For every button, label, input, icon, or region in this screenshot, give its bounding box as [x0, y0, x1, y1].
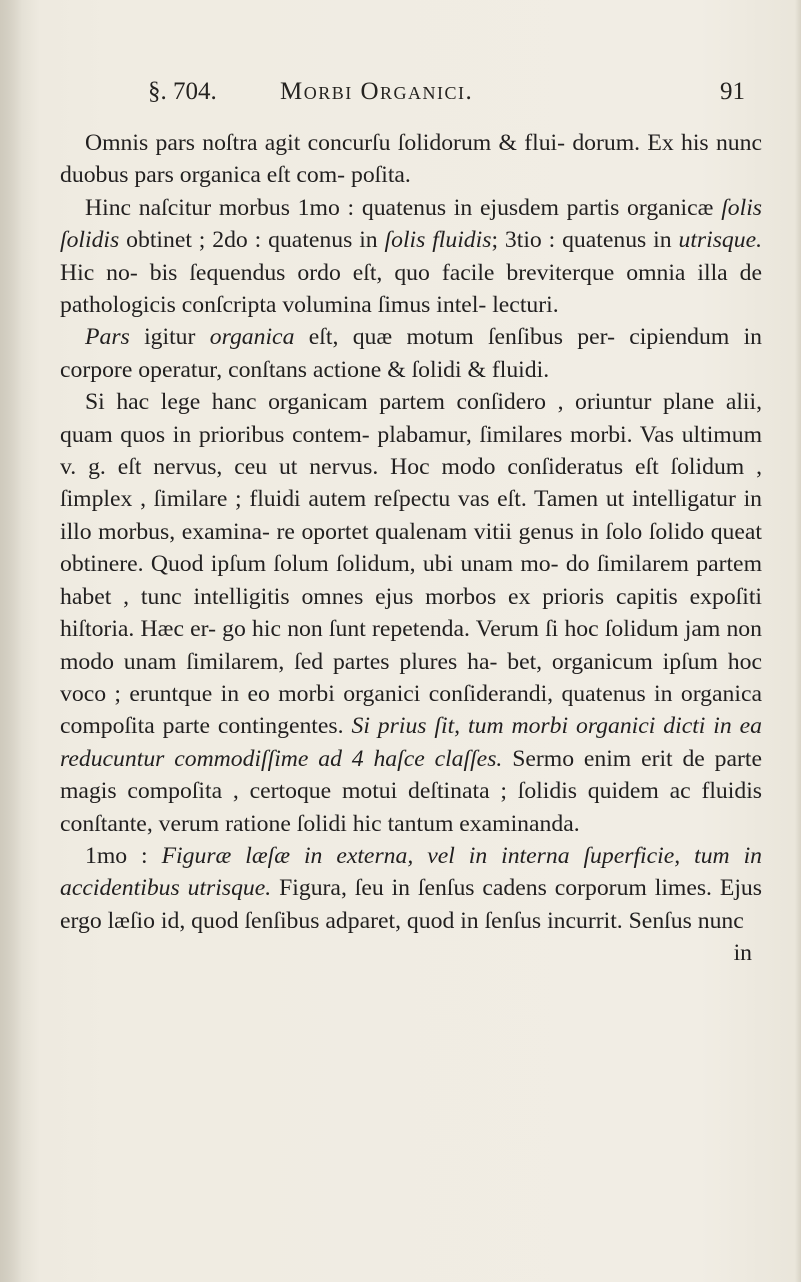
page-gutter-shadow	[0, 0, 22, 1282]
paragraph-4: Si hac lege hanc organicam partem conſidero , oriuntur plane alii, quam quos in prioribus contem- plabamur, ſimilares morbi. Vas ultimum v. g. eſt nervus, ceu ut nervus. Hoc modo conſideratus eſt ſolidum , ſimplex , ſimilare ; fluidi autem reſpectu vas eſt. Tamen ut intelligatur in illo morbus, examina- re oportet qualenam vitii genus in ſolo ſolido queat obtinere. Quod ipſum ſolum ſolidum, ubi unam mo- do ſimilarem partem habet , tunc intelligitis omnes ejus morbos ex prioris capitis expoſiti hiſtoria. Hæc er- go hic non ſunt repetenda. Verum ſi hoc ſolidum jam non modo unam ſimilarem, ſed partes plures ha- bet, organicum ipſum hoc voco ; eruntque in eo morbi organici conſiderandi, quatenus in organica compoſita parte contingentes. Si prius ſit, tum morbi organici dicti in ea reducuntur commodiſſime ad 4 haſce claſſes. Sermo enim erit de parte magis compoſita , certoque motui deſtinata ; ſolidis quidem ac fluidis conſtante, verum ratione ſolidi hic tantum examinanda.	[60, 389, 762, 837]
paragraph-2: Hinc naſcitur morbus 1mo : quatenus in ejusdem partis organicæ ſolis ſolidis obtinet ; 2do : quatenus in ſolis fluidis; 3tio : quatenus in utrisque. Hic no- bis ſequendus ordo eſt, quo facile breviterque omnia illa de pathologicis conſcripta volumina ſimus intel- lecturi.	[60, 194, 763, 319]
paragraph-5: 1mo : Figuræ læſæ in externa, vel in interna ſuperficie, tum in accidentibus utrisque. Figura, ſeu in ſenſus cadens corporum limes. Ejus ergo læſio id, quod ſenſibus adparet, quod in ſenſus incurrit. Senſus nunc	[60, 842, 763, 934]
section-number: §. 704.	[148, 78, 217, 105]
paragraph-1: Omnis pars noſtra agit concurſu ſolidorum & flui- dorum. Ex his nunc duobus pars organica eſt com- poſita.	[60, 130, 762, 189]
catchword: in	[733, 940, 752, 967]
paragraph-3: Pars igitur organica eſt, quæ motum ſenſibus per- cipiendum in corpore operatur, conſtans actione & ſolidi & fluidi.	[60, 324, 763, 383]
page-edge-shadow	[795, 0, 801, 1282]
page-number: 91	[720, 78, 745, 105]
body-text	[60, 127, 762, 970]
running-title: Morbi Organici.	[280, 78, 474, 105]
running-header	[60, 72, 760, 112]
